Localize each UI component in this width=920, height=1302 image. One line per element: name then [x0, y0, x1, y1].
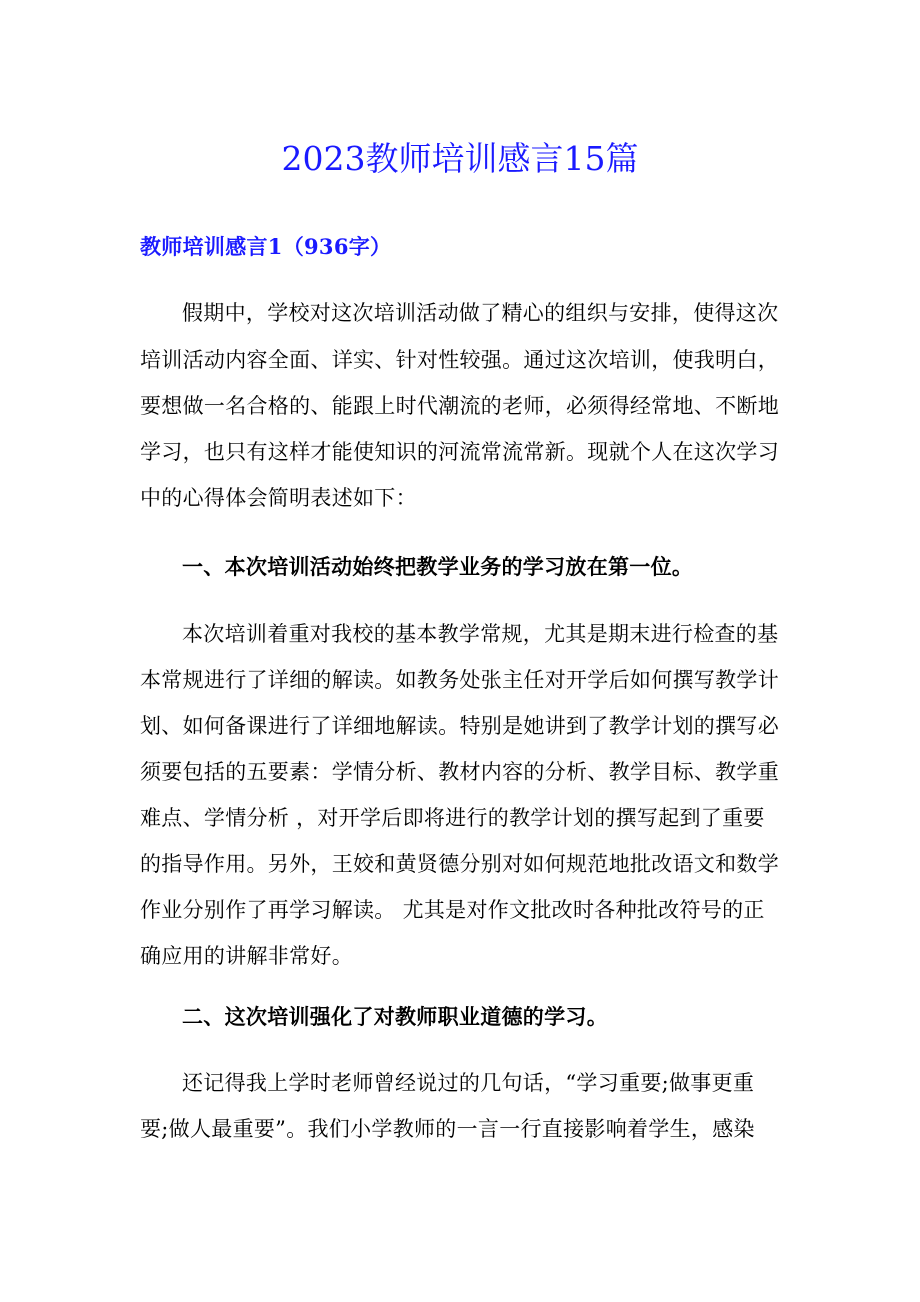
- paragraph-line: 须要包括的五要素：学情分析、教材内容的分析、教学目标、教学重: [140, 760, 779, 784]
- paragraph-line: 学习，也只有这样才能使知识的河流常流常新。现就个人在这次学习: [140, 440, 779, 464]
- paragraph-line: 假期中，学校对这次培训活动做了精心的组织与安排，使得这次: [182, 301, 779, 325]
- document-title: 2023教师培训感言15篇: [281, 139, 639, 178]
- section-heading: 一、本次培训活动始终把教学业务的学习放在第一位。: [182, 554, 694, 579]
- paragraph-line: 作业分别作了再学习解读。 尤其是对作文批改时各种批改符号的正: [140, 898, 765, 922]
- paragraph-line: 要想做一名合格的、能跟上时代潮流的老师，必须得经常地、不断地: [140, 394, 779, 418]
- paragraph-line: 难点、学情分析 ，对开学后即将进行的教学计划的撰写起到了重要: [140, 806, 765, 830]
- paragraph-line: 还记得我上学时老师曾经说过的几句话，“学习重要;做事更重: [182, 1071, 755, 1095]
- paragraph-line: 确应用的讲解非常好。: [140, 944, 353, 968]
- paragraph-line: 的指导作用。另外，王姣和黄贤德分别对如何规范地批改语文和数学: [140, 852, 779, 876]
- paragraph-line: 本次培训着重对我校的基本教学常规，尤其是期末进行检查的基: [182, 622, 779, 646]
- section-heading: 二、这次培训强化了对教师职业道德的学习。: [182, 1004, 608, 1029]
- paragraph-line: 中的心得体会简明表述如下：: [140, 486, 417, 510]
- paragraph-line: 本常规进行了详细的解读。如教务处张主任对开学后如何撰写教学计: [140, 668, 779, 692]
- paragraph-line: 划、如何备课进行了详细地解读。特别是她讲到了教学计划的撰写必: [140, 714, 779, 738]
- paragraph-line: 培训活动内容全面、详实、针对性较强。通过这次培训，使我明白，: [140, 348, 779, 372]
- paragraph-line: 要;做人最重要”。我们小学教师的一言一行直接影响着学生，感染: [140, 1117, 755, 1141]
- article-heading: 教师培训感言1（936字）: [140, 234, 392, 259]
